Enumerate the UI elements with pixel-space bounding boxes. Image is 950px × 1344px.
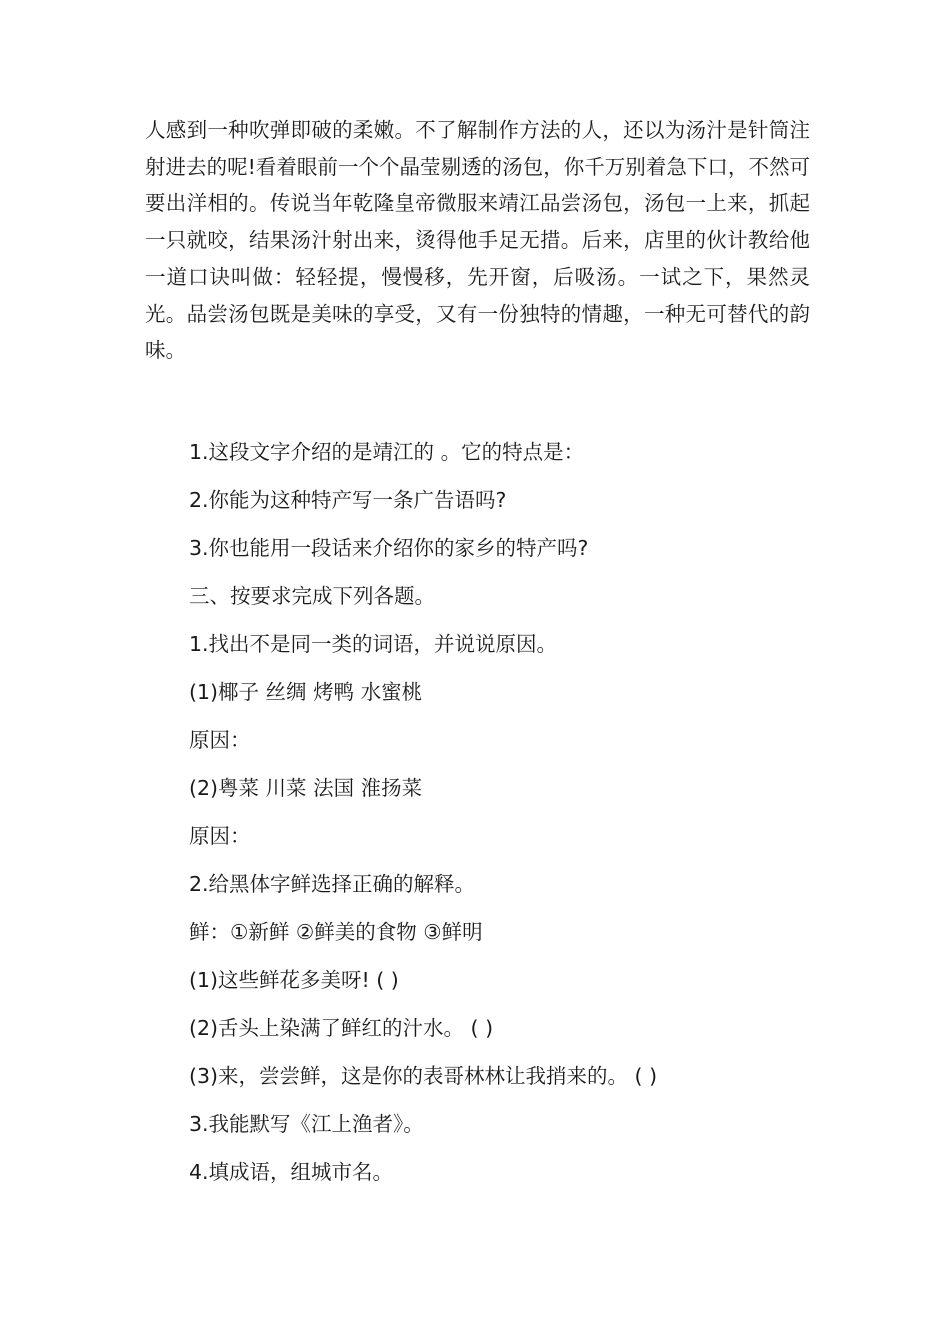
- task-2-item-3: (3)来，尝尝鲜，这是你的表哥林林让我捎来的。 ( ): [189, 1064, 658, 1088]
- task-1: 1.找出不是同一类的词语，并说说原因。: [189, 632, 558, 656]
- passage-paragraph: 人感到一种吹弹即破的柔嫩。不了解制作方法的人，还以为汤汁是针筒注射进去的呢!看着眼前一个个晶莹剔透的汤包，你千万别着急下口，不然可要出洋相的。传说当年乾隆皇帝微服来靖江品尝汤包，汤包一上来，抓起一只就咬，结果汤汁射出来，烫得他手足无措。后来，店里的伙计教给他一道口诀叫做：轻轻提，慢慢移，先开窗，后吸汤。一试之下，果然灵光。品尝汤包既是美味的享受，又有一份独特的情趣，一种无可替代的韵味。: [145, 118, 810, 363]
- task-4: 4.填成语，组城市名。: [189, 1160, 394, 1184]
- task-1-item-1: (1)椰子 丝绸 烤鸭 水蜜桃: [189, 680, 423, 704]
- task-2-item-2: (2)舌头上染满了鲜红的汁水。 ( ): [189, 1016, 494, 1040]
- reason-label-2: 原因：: [189, 824, 251, 848]
- question-1: 1.这段文字介绍的是靖江的 。它的特点是：: [189, 440, 585, 464]
- task-3: 3.我能默写《江上渔者》。: [189, 1112, 424, 1136]
- reason-label-1: 原因：: [189, 728, 251, 752]
- question-3: 3.你也能用一段话来介绍你的家乡的特产吗?: [189, 536, 589, 560]
- task-1-item-2: (2)粤菜 川菜 法国 淮扬菜: [189, 776, 423, 800]
- definitions-line: 鲜：①新鲜 ②鲜美的食物 ③鲜明: [189, 920, 483, 944]
- question-2: 2.你能为这种特产写一条广告语吗?: [189, 488, 507, 512]
- task-2: 2.给黑体字鲜选择正确的解释。: [189, 872, 476, 896]
- section-heading-3: 三、按要求完成下列各题。: [189, 584, 435, 608]
- task-2-item-1: (1)这些鲜花多美呀! ( ): [189, 968, 399, 992]
